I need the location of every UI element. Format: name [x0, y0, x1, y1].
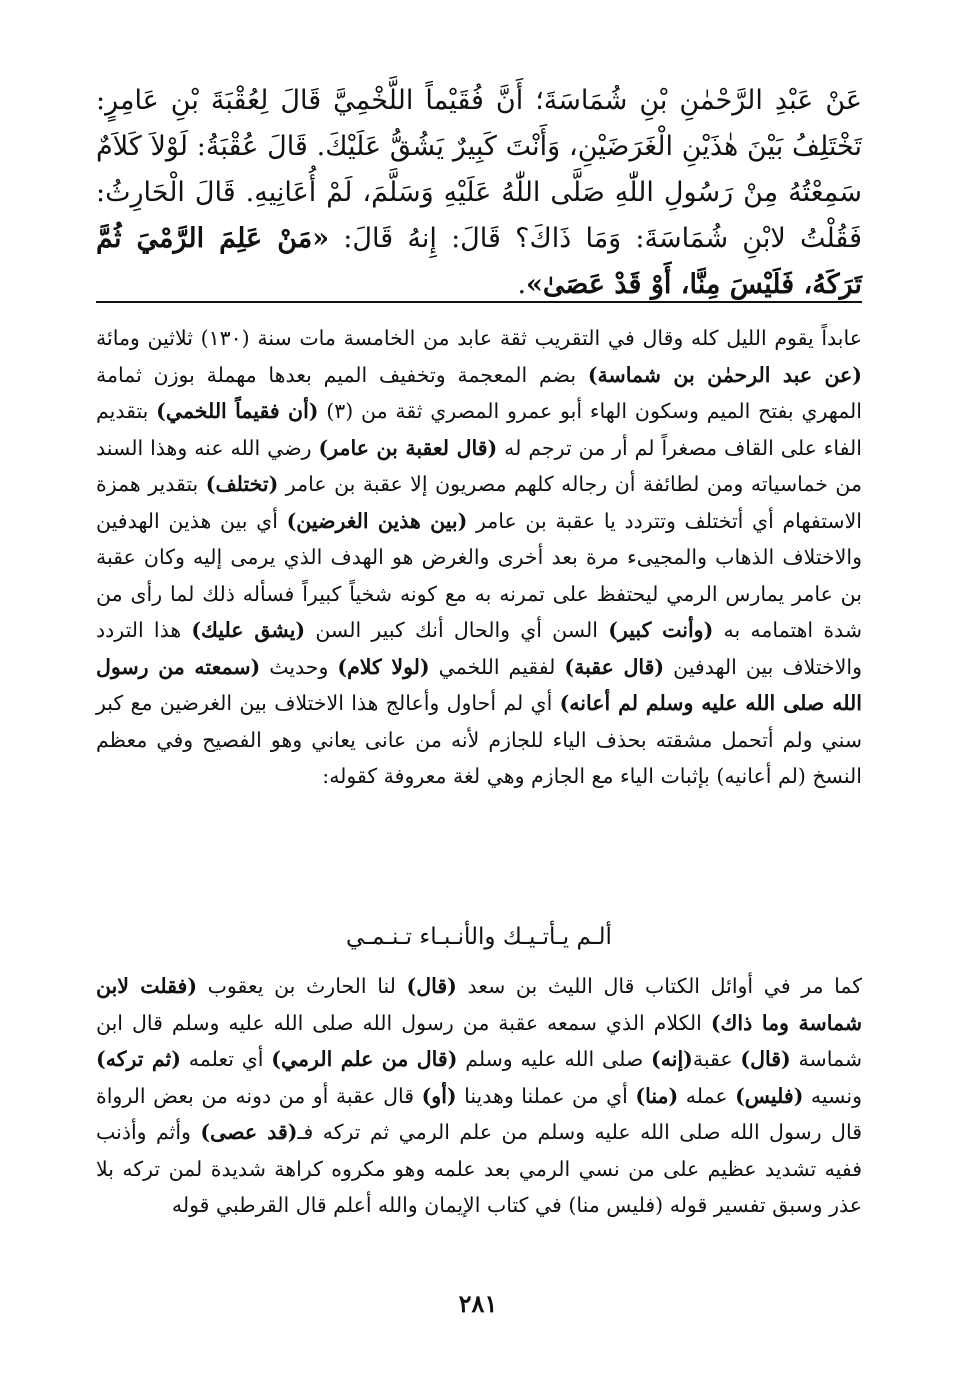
commentary-bold: (وأنت كبير) — [608, 618, 714, 642]
commentary-text: هذا التردد والاختلاف بين الهدفين — [96, 618, 863, 679]
commentary-bold: (لولا كلام) — [337, 654, 430, 679]
hadith-body: عَنْ عَبْدِ الرَّحْمٰنِ بْنِ شُمَاسَةَ؛ أَنَّ فُقَيْماً اللَّخْمِيَّ قَالَ لِعُقْبَةَ بْنِ عَامِرٍ: تَخْتَلِفُ بَيْنَ هٰذَيْنِ الْغَرَضَيْنِ، وَأَنْتَ كَبِيرٌ يَشُقُّ عَلَيْكَ. قَالَ عُقْبَةُ: لَوْلاَ كَلاَمٌ سَمِعْتُهُ مِنْ رَسُولِ اللّٰهِ صَلَّى اللّٰهُ عَلَيْهِ وَسَلَّمَ، لَمْ أُعَانِيهِ. قَالَ الْحَارِثُ: فَقُلْتُ لابْنِ شُمَاسَةَ: وَمَا ذَاكَ؟ قَالَ: إِنهُ قَالَ: — [96, 85, 862, 254]
commentary-text: الكلام الذي سمعه عقبة من رسول الله صلى الله عليه وسلم قال ابن شماسة — [96, 1010, 862, 1071]
commentary-text: السن أي والحال أنك كبير السن — [305, 618, 609, 642]
hadith-text — [96, 78, 862, 308]
commentary-text: بتقدير همزة الاستفهام أي أتختلف وتتردد يا عقبة بن عامر — [96, 472, 862, 533]
commentary-text: رضي الله عنه وهذا السند من خماسياته ومن لطائفة أن رجاله كلهم مصريون إلا عقبة بن عامر — [96, 435, 862, 496]
commentary-text: بضم المعجمة وتخفيف الميم بعدها مهملة بوزن ثمامة المهري بفتح الميم وسكون الهاء أبو عمرو المصري ثقة من (٣) — [96, 362, 862, 423]
commentary-bold: (سمعته من رسول الله صلى الله عليه وسلم لم أعانه) — [96, 654, 862, 715]
commentary-text: أي بين هذين الهدفين والاختلاف الذهاب والمجيىء مرة بعد أخرى والغرض هو الهدف الذي يرمى إليه وكان عقبة بن عامر يمارس الرمي ليحتفظ على تمرنه به مع كونه شخياً كبيراً فسأله ذلك لما رأى من شدة اهتمامه به — [96, 508, 862, 642]
commentary-text: عابداً يقوم الليل كله وقال في التقريب ثقة عابد من الخامسة مات سنة (١٣٠) ثلاثين ومائة — [96, 326, 862, 350]
commentary-bold: (قال) — [406, 974, 457, 998]
commentary-bold: (أن فقيماً اللخمي) — [156, 399, 319, 423]
commentary-bold: (قد عصى) — [200, 1120, 298, 1144]
poem-verse: ألـم يـأتـيـك والأنـبـاء تـنـمـي — [346, 924, 612, 950]
commentary-text: قال عقبة أو من دونه من بعض الرواة قال رسول الله صلى الله عليه وسلم من علم الرمي ثم تركه فـ — [96, 1083, 862, 1144]
commentary-text: صلى الله عليه وسلم — [457, 1047, 652, 1071]
commentary-text: بتقديم الفاء على القاف مصغراً لم أر من ترجم له — [96, 399, 862, 460]
commentary-bold: (قال من علم الرمي) — [271, 1047, 458, 1071]
hadith-quote: «مَنْ عَلِمَ الرَّمْيَ ثُمَّ تَرَكَهُ، فَلَيْسَ مِنَّا، أَوْ قَدْ عَصَىٰ» — [96, 223, 862, 300]
commentary-text: أي من عملنا وهدينا — [456, 1083, 636, 1108]
commentary-text: ونسيه — [803, 1083, 862, 1108]
hadith-end: . — [517, 269, 527, 300]
commentary-bold: (قال لعقبة بن عامر) — [318, 435, 498, 460]
commentary-bold: (فقلت لابن شماسة وما ذاك) — [96, 974, 862, 1035]
page-number: ٢٨١ — [458, 1289, 498, 1318]
commentary-block — [96, 320, 862, 795]
commentary-bold: (بين هذين الغرضين) — [286, 508, 468, 533]
commentary-text: عقبة — [692, 1047, 741, 1071]
commentary-text: لفقيم اللخمي — [429, 654, 565, 679]
commentary-text: أي تعلمه — [180, 1047, 272, 1071]
commentary-text: لنا الحارث بن يعقوب — [197, 974, 407, 998]
commentary-bold: (قال عقبة) — [564, 654, 665, 679]
commentary-text: وحديث — [260, 654, 338, 679]
commentary-bold: (فليس) — [735, 1083, 804, 1108]
commentary-bold: (يشق عليك) — [191, 618, 306, 642]
commentary-bold: (إنه) — [651, 1047, 693, 1071]
footnote-separator — [96, 301, 862, 303]
commentary-bold: (ثم تركه) — [96, 1047, 181, 1071]
commentary-bold: (تختلف) — [205, 472, 279, 496]
commentary-text: عمله — [678, 1083, 736, 1108]
commentary-block-2 — [96, 968, 862, 1224]
commentary-bold: (أو) — [421, 1083, 457, 1108]
commentary-bold: (عن عبد الرحمٰن بن شماسة) — [587, 362, 862, 387]
commentary-text: أي لم أحاول وأعالج هذا الاختلاف بين الغرضين مع كبر سني ولم أتحمل مشقته بحذف الياء للجازم لأنه من عانى يعاني وهو الفصيح وفي معظم النسخ (لم أعانيه) بإثبات الياء مع الجازم وهي لغة معروفة كقوله: — [96, 691, 862, 788]
commentary-bold: (قال) — [740, 1047, 791, 1071]
commentary-paragraph — [96, 320, 862, 795]
commentary-text: كما مر في أوائل الكتاب قال الليث بن سعد — [456, 974, 862, 998]
commentary-text: وأثم وأذنب ففيه تشديد عظيم على من نسي الرمي بعد علمه وهو مكروه كراهة شديدة لمن تركه بلا عذر وسبق تفسير قوله (فليس منا) في كتاب الإيمان والله أعلم قال القرطبي قوله — [96, 1120, 862, 1217]
commentary-bold: (منا) — [635, 1083, 679, 1108]
